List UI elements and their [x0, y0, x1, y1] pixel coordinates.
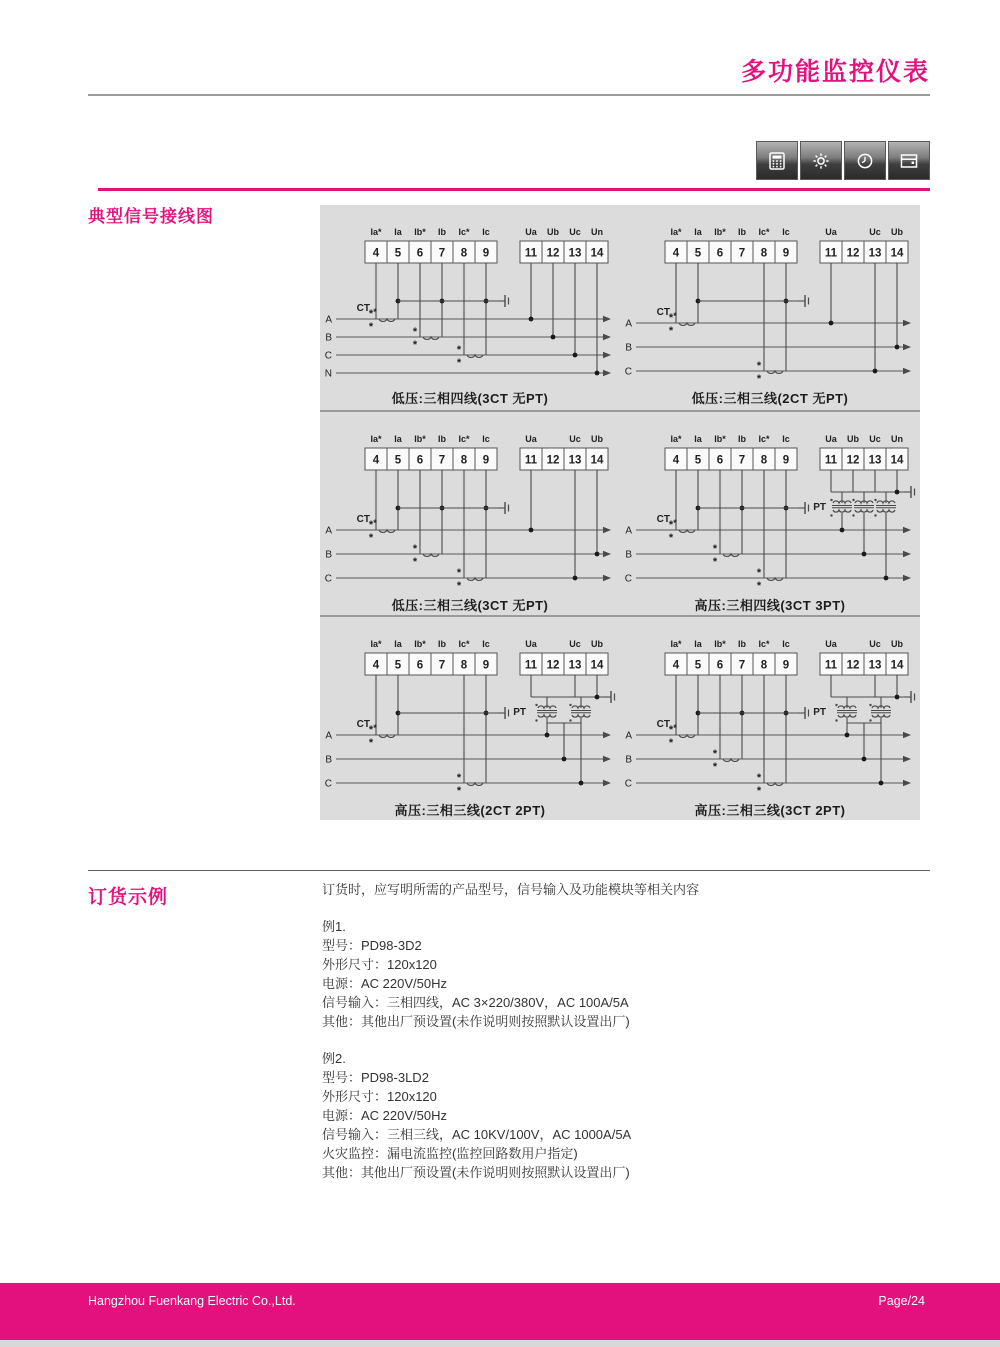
- svg-text:PT: PT: [813, 707, 826, 718]
- svg-text:14: 14: [890, 247, 904, 260]
- svg-text:9: 9: [782, 659, 790, 672]
- svg-text:6: 6: [716, 454, 724, 467]
- svg-text:8: 8: [760, 659, 768, 672]
- svg-text:4: 4: [672, 659, 680, 672]
- svg-text:*: *: [373, 723, 377, 733]
- svg-text:Ia: Ia: [694, 639, 702, 649]
- svg-text:C: C: [624, 366, 632, 378]
- svg-text:9: 9: [482, 247, 490, 260]
- svg-text:14: 14: [890, 659, 904, 672]
- svg-text:7: 7: [438, 659, 446, 672]
- svg-text:12: 12: [846, 247, 860, 260]
- svg-text:A: A: [625, 318, 632, 330]
- ordering-section-heading: 订货示例: [88, 887, 169, 908]
- wiring-diagram: [320, 205, 620, 410]
- svg-text:Ua: Ua: [525, 639, 537, 649]
- wiring-diagram: [620, 412, 920, 615]
- svg-text:Ic: Ic: [482, 434, 490, 444]
- svg-text:14: 14: [590, 247, 604, 260]
- svg-text:Ia*: Ia*: [670, 639, 682, 649]
- svg-text:*: *: [668, 325, 674, 337]
- svg-text:Ub: Ub: [591, 434, 603, 444]
- wiring-diagram-panel: [320, 205, 920, 820]
- svg-text:5: 5: [394, 659, 402, 672]
- svg-text:13: 13: [568, 454, 582, 467]
- ordering-example: [322, 917, 932, 1031]
- svg-text:Ib*: Ib*: [414, 434, 426, 444]
- svg-text:C: C: [624, 573, 632, 585]
- svg-text:Ib*: Ib*: [714, 639, 726, 649]
- svg-text:Uc: Uc: [869, 434, 881, 444]
- svg-text:7: 7: [738, 454, 746, 467]
- svg-text:*: *: [412, 543, 418, 555]
- svg-text:Ib: Ib: [738, 434, 746, 444]
- svg-text:*: *: [368, 519, 374, 531]
- wiring-diagram: [620, 205, 920, 410]
- svg-text:11: 11: [524, 659, 538, 672]
- svg-text:Ib: Ib: [738, 227, 746, 237]
- svg-text:*: *: [412, 326, 418, 338]
- accent-divider: [98, 188, 930, 191]
- svg-text:A: A: [325, 314, 332, 326]
- svg-text:*: *: [756, 373, 762, 383]
- svg-text:B: B: [625, 549, 632, 561]
- svg-text:*: *: [673, 311, 677, 321]
- svg-text:Ic*: Ic*: [758, 434, 770, 444]
- svg-text:B: B: [325, 754, 332, 766]
- svg-text:Ib*: Ib*: [714, 227, 726, 237]
- svg-text:Ia*: Ia*: [670, 227, 682, 237]
- ordering-example-line: 例2.: [322, 1051, 346, 1066]
- ordering-intro: 订货时，应写明所需的产品型号，信号输入及功能模块等相关内容: [322, 882, 700, 897]
- svg-text:12: 12: [546, 247, 560, 260]
- svg-text:Uc: Uc: [869, 639, 881, 649]
- ordering-example-line: 火灾监控：漏电流监控(监控回路数用户指定): [322, 1146, 578, 1161]
- ordering-example-line: 其他：其他出厂预设置(未作说明则按照默认设置出厂): [322, 1014, 630, 1029]
- svg-text:12: 12: [846, 659, 860, 672]
- footer-company-name: Hangzhou Fuenkang Electric Co.,Ltd.: [88, 1294, 296, 1308]
- svg-text:Ua: Ua: [825, 227, 837, 237]
- svg-text:*: *: [756, 785, 762, 795]
- svg-text:B: B: [625, 342, 632, 354]
- svg-text:6: 6: [416, 247, 424, 260]
- svg-text:A: A: [625, 525, 632, 537]
- svg-text:4: 4: [372, 454, 380, 467]
- svg-text:Ic*: Ic*: [458, 227, 470, 237]
- svg-text:*: *: [368, 737, 374, 749]
- svg-text:14: 14: [890, 454, 904, 467]
- svg-text:Ic*: Ic*: [458, 434, 470, 444]
- svg-text:6: 6: [716, 659, 724, 672]
- clock-icon: [844, 141, 886, 180]
- svg-text:*: *: [668, 532, 674, 544]
- svg-text:14: 14: [590, 659, 604, 672]
- page-title: 多功能监控仪表: [740, 58, 930, 86]
- svg-text:Ib: Ib: [738, 639, 746, 649]
- svg-text:CT: CT: [656, 307, 670, 318]
- svg-text:Ic: Ic: [782, 434, 790, 444]
- diagram-caption: 低压:三相三线(2CT 无PT): [691, 391, 849, 406]
- svg-text:Ic: Ic: [482, 227, 490, 237]
- svg-text:8: 8: [760, 454, 768, 467]
- svg-text:Ia: Ia: [394, 639, 402, 649]
- svg-text:CT: CT: [356, 514, 370, 525]
- svg-text:14: 14: [590, 454, 604, 467]
- display-icon: [888, 141, 930, 180]
- svg-text:Ia: Ia: [394, 434, 402, 444]
- svg-text:*: *: [668, 737, 674, 749]
- footer-bar: [0, 1283, 1000, 1340]
- ordering-example: [322, 1049, 932, 1182]
- svg-text:A: A: [625, 730, 632, 742]
- svg-text:13: 13: [868, 454, 882, 467]
- svg-text:*: *: [412, 339, 418, 351]
- diagram-row: [320, 205, 920, 410]
- svg-text:*: *: [668, 312, 674, 324]
- ordering-example-line: 型号：PD98-3LD2: [322, 1070, 429, 1085]
- svg-text:Ia*: Ia*: [670, 434, 682, 444]
- svg-text:*: *: [456, 344, 462, 356]
- svg-text:*: *: [756, 567, 762, 579]
- diagram-caption: 高压:三相四线(3CT 3PT): [694, 598, 846, 613]
- footer-strip: [0, 1340, 1000, 1347]
- svg-text:Un: Un: [591, 227, 603, 237]
- svg-text:4: 4: [672, 247, 680, 260]
- svg-text:5: 5: [394, 247, 402, 260]
- svg-text:Ua: Ua: [825, 639, 837, 649]
- svg-text:12: 12: [846, 454, 860, 467]
- svg-text:Ic: Ic: [782, 639, 790, 649]
- wiring-diagram: [320, 617, 620, 820]
- svg-text:*: *: [412, 556, 418, 568]
- svg-text:*: *: [368, 532, 374, 544]
- svg-text:4: 4: [372, 247, 380, 260]
- svg-text:13: 13: [868, 659, 882, 672]
- header-icon-row: [756, 141, 930, 180]
- ordering-example-line: 其他：其他出厂预设置(未作说明则按照默认设置出厂): [322, 1165, 630, 1180]
- svg-text:8: 8: [460, 454, 468, 467]
- wiring-section-heading: 典型信号接线图: [88, 207, 214, 226]
- ordering-example-line: 型号：PD98-3D2: [322, 938, 422, 953]
- ordering-example-line: 例1.: [322, 919, 346, 934]
- svg-text:12: 12: [546, 454, 560, 467]
- diagram-caption: 低压:三相三线(3CT 无PT): [391, 598, 549, 613]
- svg-text:7: 7: [738, 659, 746, 672]
- svg-text:Ib*: Ib*: [414, 227, 426, 237]
- svg-text:Ua: Ua: [525, 434, 537, 444]
- svg-text:Un: Un: [891, 434, 903, 444]
- svg-text:Uc: Uc: [569, 227, 581, 237]
- svg-text:*: *: [756, 772, 762, 784]
- svg-text:Ub: Ub: [547, 227, 559, 237]
- svg-text:12: 12: [546, 659, 560, 672]
- svg-text:Ib*: Ib*: [714, 434, 726, 444]
- svg-text:Ia*: Ia*: [370, 434, 382, 444]
- svg-text:*: *: [456, 357, 462, 369]
- svg-text:4: 4: [372, 659, 380, 672]
- wiring-diagram: [320, 412, 620, 615]
- svg-text:*: *: [712, 748, 718, 760]
- svg-text:Ub: Ub: [591, 639, 603, 649]
- svg-text:*: *: [456, 580, 462, 590]
- svg-text:13: 13: [868, 247, 882, 260]
- svg-text:C: C: [324, 350, 332, 362]
- svg-text:*: *: [756, 360, 762, 372]
- svg-text:11: 11: [824, 247, 838, 260]
- svg-text:Ic*: Ic*: [758, 227, 770, 237]
- svg-text:PT: PT: [513, 707, 526, 718]
- wiring-diagram: [620, 617, 920, 820]
- ordering-body: [322, 880, 932, 1182]
- svg-text:Ia*: Ia*: [370, 639, 382, 649]
- svg-text:*: *: [368, 308, 374, 320]
- svg-text:6: 6: [416, 454, 424, 467]
- svg-text:Ib: Ib: [438, 639, 446, 649]
- footer-page-number: Page/24: [878, 1294, 925, 1308]
- svg-text:Ib: Ib: [438, 434, 446, 444]
- svg-text:7: 7: [738, 247, 746, 260]
- brightness-icon: [800, 141, 842, 180]
- svg-text:*: *: [456, 567, 462, 579]
- svg-text:Ia: Ia: [694, 227, 702, 237]
- header-divider: [88, 94, 930, 96]
- svg-text:C: C: [324, 573, 332, 585]
- svg-text:9: 9: [782, 247, 790, 260]
- diagram-caption: 低压:三相四线(3CT 无PT): [391, 391, 549, 406]
- ordering-example-line: 电源：AC 220V/50Hz: [322, 976, 447, 991]
- svg-text:*: *: [373, 518, 377, 528]
- svg-text:11: 11: [824, 659, 838, 672]
- svg-text:CT: CT: [356, 719, 370, 730]
- svg-text:B: B: [325, 549, 332, 561]
- svg-text:7: 7: [438, 247, 446, 260]
- svg-text:5: 5: [694, 247, 702, 260]
- svg-text:Ua: Ua: [825, 434, 837, 444]
- diagram-row: [320, 615, 920, 820]
- svg-text:Ib: Ib: [438, 227, 446, 237]
- svg-text:Ia*: Ia*: [370, 227, 382, 237]
- svg-text:*: *: [756, 580, 762, 590]
- svg-text:Ic*: Ic*: [458, 639, 470, 649]
- svg-text:8: 8: [460, 247, 468, 260]
- ordering-example-line: 电源：AC 220V/50Hz: [322, 1108, 447, 1123]
- svg-text:*: *: [373, 307, 377, 317]
- ordering-divider: [88, 870, 930, 871]
- svg-text:A: A: [325, 730, 332, 742]
- svg-text:9: 9: [782, 454, 790, 467]
- diagram-caption: 高压:三相三线(3CT 2PT): [694, 803, 846, 818]
- ordering-example-line: 信号输入：三相三线，AC 10KV/100V，AC 1000A/5A: [322, 1127, 632, 1142]
- svg-text:B: B: [625, 754, 632, 766]
- svg-text:13: 13: [568, 247, 582, 260]
- ordering-example-line: 外形尺寸：120x120: [322, 957, 437, 972]
- svg-text:B: B: [325, 332, 332, 344]
- svg-text:CT: CT: [356, 303, 370, 314]
- svg-text:Ic: Ic: [782, 227, 790, 237]
- svg-text:Ub: Ub: [891, 639, 903, 649]
- diagram-caption: 高压:三相三线(2CT 2PT): [394, 803, 546, 818]
- svg-text:CT: CT: [656, 514, 670, 525]
- svg-text:*: *: [456, 785, 462, 795]
- svg-text:Uc: Uc: [569, 434, 581, 444]
- svg-text:*: *: [668, 519, 674, 531]
- svg-text:5: 5: [694, 454, 702, 467]
- svg-text:C: C: [624, 778, 632, 790]
- calculator-icon: [756, 141, 798, 180]
- svg-text:Ub: Ub: [891, 227, 903, 237]
- svg-text:*: *: [368, 724, 374, 736]
- svg-text:5: 5: [394, 454, 402, 467]
- svg-text:*: *: [712, 543, 718, 555]
- svg-text:*: *: [673, 723, 677, 733]
- svg-text:13: 13: [568, 659, 582, 672]
- svg-text:PT: PT: [813, 502, 826, 513]
- svg-text:9: 9: [482, 454, 490, 467]
- svg-text:5: 5: [694, 659, 702, 672]
- svg-text:*: *: [712, 556, 718, 568]
- svg-text:11: 11: [524, 454, 538, 467]
- diagram-row: [320, 410, 920, 615]
- svg-text:7: 7: [438, 454, 446, 467]
- svg-text:6: 6: [416, 659, 424, 672]
- svg-text:Ib*: Ib*: [414, 639, 426, 649]
- svg-text:*: *: [368, 321, 374, 333]
- svg-text:Ua: Ua: [525, 227, 537, 237]
- svg-text:*: *: [673, 518, 677, 528]
- svg-text:Ub: Ub: [847, 434, 859, 444]
- svg-text:Ia: Ia: [694, 434, 702, 444]
- svg-text:Ic*: Ic*: [758, 639, 770, 649]
- svg-text:6: 6: [716, 247, 724, 260]
- svg-text:11: 11: [824, 454, 838, 467]
- svg-text:*: *: [456, 772, 462, 784]
- svg-text:*: *: [668, 724, 674, 736]
- svg-text:Uc: Uc: [569, 639, 581, 649]
- svg-text:A: A: [325, 525, 332, 537]
- svg-text:8: 8: [460, 659, 468, 672]
- svg-text:Ic: Ic: [482, 639, 490, 649]
- ordering-example-line: 信号输入：三相四线，AC 3×220/380V，AC 100A/5A: [322, 995, 629, 1010]
- svg-text:N: N: [324, 368, 332, 380]
- svg-text:4: 4: [672, 454, 680, 467]
- svg-text:Uc: Uc: [869, 227, 881, 237]
- svg-text:9: 9: [482, 659, 490, 672]
- svg-text:8: 8: [760, 247, 768, 260]
- svg-text:Ia: Ia: [394, 227, 402, 237]
- svg-text:*: *: [712, 761, 718, 773]
- svg-text:C: C: [324, 778, 332, 790]
- svg-text:CT: CT: [656, 719, 670, 730]
- svg-text:11: 11: [524, 247, 538, 260]
- ordering-example-line: 外形尺寸：120x120: [322, 1089, 437, 1104]
